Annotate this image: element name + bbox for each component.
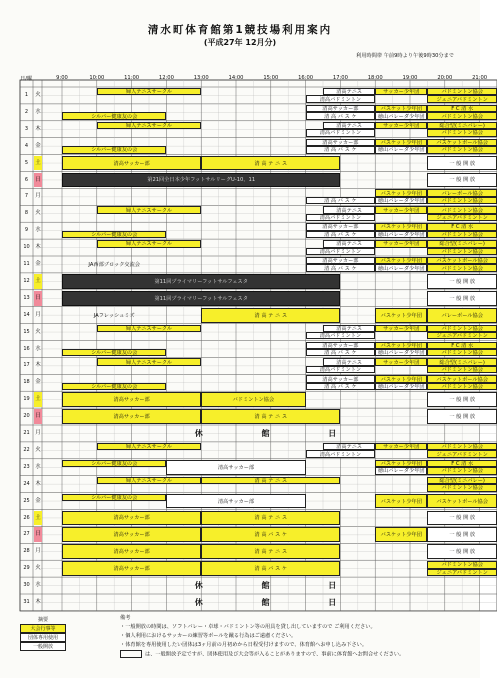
day-weekday: 水 — [35, 227, 41, 234]
legend-open: 一般開放 — [20, 642, 66, 651]
booking-silver: シルバー健康友の会 — [62, 231, 166, 238]
booking-badminton-assoc: バドミントン協会 — [427, 248, 497, 255]
day-weekday: 土 — [34, 511, 42, 526]
time-label: 18:00 — [367, 75, 383, 81]
booking-seiko-basket: 清 高 バ ス ケ — [306, 146, 376, 153]
day-weekday: 木 — [35, 362, 41, 369]
booking-basket-shonen: バスケット少年団 — [375, 257, 427, 264]
day-number: 3 — [24, 125, 29, 132]
booking-seiko-tennis-sp: 清 高 テ ニ ス — [201, 511, 340, 526]
day-weekday: 火 — [35, 210, 41, 217]
day-number: 12 — [23, 277, 30, 284]
day-weekday: 火 — [35, 446, 41, 453]
booking-seiko-soccer: 清高サッカー部 — [62, 527, 201, 542]
booking-badminton-assoc: バドミントン協会 — [427, 206, 497, 213]
note-line-3: ・体育館を専用使用したい団体は3ヶ月前の月初めから日程受付けますので、体育館へお申し込み下さい。 — [120, 642, 368, 648]
day-number: 29 — [23, 565, 30, 572]
booking-seiko-badminton: 清高バドミントン — [306, 450, 376, 457]
booking-seiko-soccer2: 清高サッカー部 — [306, 105, 376, 112]
day-number: 31 — [23, 599, 30, 605]
booking-badminton-assoc: バドミントン協会 — [427, 561, 497, 568]
day-weekday: 月 — [35, 430, 41, 436]
day-number: 5 — [24, 159, 29, 166]
booking-badminton-assoc: バドミントン協会 — [427, 88, 497, 95]
booking-seiko-soccer: 清高サッカー部 — [62, 544, 201, 559]
day-number: 10 — [23, 244, 30, 251]
booking-open: 一 般 開 放 — [427, 274, 497, 289]
day-weekday: 水 — [35, 582, 41, 589]
booking-basket-assoc: バスケットボール協会 — [427, 139, 497, 146]
booking-seiko-basket: 清 高 バ ス ケ — [201, 527, 340, 542]
booking-badminton-assoc: バドミントン協会 — [427, 231, 497, 238]
day-number: 2 — [24, 108, 29, 115]
day-number: 19 — [23, 396, 30, 403]
booking-tennis-circle: 婦人テニスサークル — [97, 443, 201, 450]
booking-seiko-soccer: 清高サッカー部 — [62, 561, 201, 576]
booking-badminton-assoc: バドミントン協会 — [427, 443, 497, 450]
booking-seiko-basket: 清 高 バ ス ケ — [306, 349, 376, 356]
booking-junior-badminton: ジュニアバドミントン — [427, 95, 497, 102]
day-weekday: 月 — [35, 311, 41, 318]
day-number: 24 — [23, 480, 30, 487]
day-number: 17 — [23, 362, 30, 369]
booking-junior-badminton: ジュニアバドミントン — [427, 332, 497, 339]
booking-seiko-soccer: 清高サッカー部 — [166, 460, 305, 475]
day-number: 30 — [23, 582, 30, 589]
booking-tennis-circle: 婦人テニスサークル — [97, 240, 201, 247]
legend-group: 団体専用使用 — [20, 633, 66, 642]
note-box — [120, 650, 142, 658]
time-label: 14:00 — [228, 75, 244, 81]
day-weekday: 日 — [34, 173, 42, 188]
booking-soccer-shonen: サッカー少年団 — [375, 240, 427, 247]
booking-badminton-assoc: バドミントン協会 — [427, 264, 497, 271]
booking-basket-shonen: バスケット少年団 — [375, 105, 427, 112]
booking-basket-assoc: バスケットボール協会 — [427, 375, 497, 382]
booking-volley-shonen: 徳山バレーダ少年団 — [375, 146, 427, 153]
legend-event: 大会行事等 — [20, 624, 66, 633]
day-weekday: 木 — [35, 599, 41, 605]
booking-soccer-shonen: サッカー少年団 — [375, 325, 427, 332]
booking-seiko-soccer2: 清高サッカー部 — [306, 223, 376, 230]
booking-seiko-soccer2: 清高サッカー部 — [306, 139, 376, 146]
time-label: 15:00 — [263, 75, 279, 81]
booking-sogo-volley: 総合型(ミニバレー) — [427, 477, 497, 484]
legend-title: 摘要 — [37, 617, 48, 623]
day-number: 14 — [23, 311, 30, 318]
day-number: 6 — [24, 176, 29, 183]
booking-basket-assoc: バスケットボール協会 — [427, 257, 497, 264]
day-weekday: 金 — [35, 497, 41, 504]
booking-sogo-volley: 総合型(ミニバレー) — [427, 122, 497, 129]
booking-basket-shonen: バスケット少年団 — [375, 460, 427, 467]
note-line-4: は、一般開放予定ですが、団体使用及び大会等が入ることがありますので、事前に体育館へお問合せください。 — [120, 650, 404, 660]
booking-tennis-circle: 婦人テニスサークル — [97, 477, 201, 484]
booking-badminton-assoc: バドミントン協会 — [427, 383, 497, 390]
booking-tennis-circle: 婦人テニスサークル — [97, 325, 201, 332]
booking-badminton-assoc: バドミントン協会 — [427, 349, 497, 356]
booking-basket-shonen: バスケット少年団 — [375, 139, 427, 146]
booking-junior-badminton: ジュニアバドミントン — [427, 214, 497, 221]
page-subtitle: (平成27年 12月分) — [203, 38, 277, 47]
booking-primary-futsal: 第11回プライマリーフットサルフェスタ — [62, 291, 340, 306]
booking-seiko-tennis: 清高テニス — [323, 122, 375, 129]
booking-tennis-circle: 婦人テニスサークル — [97, 122, 201, 129]
legend — [20, 615, 66, 651]
booking-seiko-tennis: 清高テニス — [323, 88, 375, 95]
time-label: 16:00 — [298, 75, 314, 81]
booking-seiko-badminton: 清高バドミントン — [306, 129, 376, 136]
booking-closed: 休 館 日 — [194, 581, 365, 591]
booking-seiko-tennis-sp: 清 高 テ ニ ス — [201, 544, 340, 559]
day-number: 8 — [24, 210, 29, 217]
booking-volley-shonen: 徳山バレーダ少年団 — [375, 197, 427, 204]
day-weekday: 日 — [34, 409, 42, 424]
day-weekday: 木 — [35, 244, 41, 251]
booking-seiko-tennis: 清高テニス — [323, 325, 375, 332]
booking-seiko-tennis: 清高テニス — [323, 240, 375, 247]
booking-soccer-shonen: サッカー少年団 — [375, 206, 427, 213]
day-weekday: 木 — [35, 125, 41, 132]
time-label: 20:00 — [437, 75, 453, 81]
booking-closed: 休 館 日 — [194, 597, 365, 607]
booking-open: 一 般 開 放 — [427, 544, 497, 559]
day-number: 7 — [24, 193, 29, 200]
booking-seiko-soccer2: 清高サッカー部 — [306, 375, 376, 382]
booking-volleyball-assoc: バレーボール協会 — [427, 308, 497, 323]
booking-open: 一 般 開 放 — [427, 409, 497, 424]
booking-seiko-tennis: 清高テニス — [323, 443, 375, 450]
booking-seiko-basket: 清 高 バ ス ケ — [201, 561, 340, 576]
booking-open: 一 般 開 放 — [427, 156, 497, 171]
time-label: 12:00 — [158, 75, 174, 81]
booking-seiko-soccer: 清高サッカー部 — [62, 511, 201, 526]
day-weekday: 月 — [35, 548, 41, 555]
booking-volley-shonen: 徳山バレーダ少年団 — [375, 264, 427, 271]
day-number: 1 — [24, 92, 29, 98]
booking-seiko-soccer: 清高サッカー部 — [62, 156, 201, 171]
booking-basket-shonen: バスケット少年団 — [375, 223, 427, 230]
day-weekday: 日 — [34, 527, 42, 542]
booking-basket-shonen: バスケット少年団 — [375, 308, 427, 323]
day-weekday: 火 — [35, 92, 41, 98]
booking-primary-futsal: 第11回プライマリーフットサルフェスタ — [62, 274, 340, 289]
day-weekday: 火 — [35, 328, 41, 335]
booking-junior-badminton: ジュニアバドミントン — [427, 569, 497, 576]
day-number: 28 — [23, 548, 30, 555]
booking-seiko-soccer: 清高サッカー部 — [62, 392, 201, 407]
booking-badminton-assoc: バドミントン協会 — [427, 197, 497, 204]
day-weekday: 土 — [34, 156, 42, 171]
booking-volley-shonen: 徳山バレーダ少年団 — [375, 112, 427, 119]
booking-ja-west: JA西部ブロック交流会 — [88, 261, 140, 268]
booking-sogo-volley: 総合型(ミニバレー) — [427, 358, 497, 365]
day-weekday: 水 — [35, 108, 41, 115]
booking-soccer-shonen: サッカー少年団 — [375, 443, 427, 450]
booking-soccer-shonen: サッカー少年団 — [375, 122, 427, 129]
day-number: 18 — [23, 379, 30, 386]
time-label: 19:00 — [402, 75, 418, 81]
booking-seiko-basket: 清 高 バ ス ケ — [306, 383, 376, 390]
booking-soccer-shonen: サッカー少年団 — [375, 88, 427, 95]
booking-silver: シルバー健康友の会 — [62, 383, 166, 390]
day-number: 21 — [23, 430, 30, 436]
booking-open: 一 般 開 放 — [427, 511, 497, 526]
day-weekday: 水 — [35, 345, 41, 352]
booking-seiko-badminton: 清高バドミントン — [306, 248, 376, 255]
note-line-1: ・一般開放の時間は、ソフトバレー・卓球・バドミントン等の用具を貸し出していますので ご利用ください。 — [120, 624, 376, 630]
time-label: 9:00 — [56, 75, 68, 81]
booking-junior-badminton: ジュニアバドミントン — [427, 450, 497, 457]
day-weekday: 土 — [34, 274, 42, 289]
day-number: 22 — [23, 446, 30, 453]
day-number: 27 — [23, 531, 30, 538]
booking-silver: シルバー健康友の会 — [62, 112, 166, 119]
booking-open: 一 般 開 放 — [427, 527, 497, 542]
booking-open: 一 般 開 放 — [427, 173, 497, 188]
page-title: 清水町体育館第1競技場利用案内 — [147, 24, 333, 36]
booking-volley-shonen: 徳山バレーダ少年団 — [375, 467, 427, 474]
day-weekday: 金 — [35, 379, 41, 386]
booking-seiko-badminton: 清高バドミントン — [306, 366, 376, 373]
day-number: 11 — [23, 261, 30, 267]
booking-basket-assoc: バスケットボール協会 — [427, 494, 497, 509]
day-number: 4 — [24, 142, 29, 149]
booking-seiko-soccer2: 清高サッカー部 — [306, 342, 376, 349]
booking-seiko-tennis: 清高テニス — [323, 358, 375, 365]
hours-note: 利用時間帯 午前9時より午後9時30分まで — [356, 53, 454, 59]
day-weekday: 月 — [35, 193, 41, 200]
time-label: 11:00 — [124, 75, 140, 81]
booking-basket-shonen: バスケット少年団 — [375, 527, 427, 542]
booking-fc-shimizu: F C 清 水 — [427, 342, 497, 349]
booking-tennis-circle: 婦人テニスサークル — [97, 206, 201, 213]
date-column-header: 日/曜 — [20, 76, 33, 82]
day-weekday: 土 — [34, 392, 42, 407]
day-number: 23 — [23, 463, 30, 470]
notes — [120, 614, 404, 660]
day-weekday: 火 — [35, 565, 41, 572]
day-number: 25 — [23, 497, 30, 504]
booking-volley-shonen: 徳山バレーダ少年団 — [375, 231, 427, 238]
day-number: 15 — [23, 328, 30, 335]
day-number: 20 — [23, 413, 30, 420]
time-label: 13:00 — [193, 75, 209, 81]
booking-fc-shimizu: F C 清 水 — [427, 105, 497, 112]
booking-seiko-soccer: 清高サッカー部 — [62, 409, 201, 424]
booking-badminton-assoc: バドミントン協会 — [427, 467, 497, 474]
booking-badminton-assoc: バドミントン協会 — [427, 112, 497, 119]
booking-badminton-assoc: バドミントン協会 — [427, 146, 497, 153]
booking-volley-shonen: 徳山バレーダ少年団 — [375, 349, 427, 356]
booking-silver: シルバー健康友の会 — [62, 349, 166, 356]
booking-open: 一 般 開 放 — [427, 291, 497, 306]
booking-ja-fresh: JAフレッシュミズ — [93, 312, 135, 319]
booking-tennis-circle: 婦人テニスサークル — [97, 358, 201, 365]
booking-seiko-tennis-sp: 清 高 テ ニ ス — [201, 308, 340, 323]
booking-seiko-tennis-sp: 清 高 テ ニ ス — [201, 409, 340, 424]
note-line-2: ・個人利用におけるサッカーの練習等ボールを蹴る行為はご遠慮ください。 — [120, 633, 297, 639]
time-label: 10:00 — [89, 75, 105, 81]
booking-seiko-badminton: 清高バドミントン — [306, 95, 376, 102]
booking-seiko-basket: 清 高 バ ス ケ — [306, 197, 376, 204]
booking-badminton-assoc: バドミントン協会 — [427, 129, 497, 136]
booking-open: 一 般 開 放 — [427, 392, 497, 407]
booking-badminton-assoc: バドミントン協会 — [427, 325, 497, 332]
booking-volley-shonen: 徳山バレーダ少年団 — [375, 383, 427, 390]
booking-soccer-shonen: サッカー少年団 — [375, 358, 427, 365]
booking-basket-shonen: バスケット少年団 — [375, 342, 427, 349]
day-weekday: 木 — [35, 480, 41, 487]
booking-badminton-assoc: バドミントン協会 — [427, 366, 497, 373]
booking-badminton-assoc: バドミントン協会 — [201, 392, 305, 407]
booking-volleyball-assoc: バレーボール協会 — [427, 189, 497, 196]
booking-seiko-soccer2: 清高サッカー部 — [306, 257, 376, 264]
booking-silver: シルバー健康友の会 — [62, 494, 166, 501]
booking-basket-shonen: バスケット少年団 — [375, 494, 427, 509]
booking-silver: シルバー健康友の会 — [62, 460, 166, 467]
day-number: 16 — [23, 345, 30, 352]
booking-fc-shimizu: F C 清 水 — [427, 460, 497, 467]
booking-sogo-volley: 総合型(ミニバレー) — [427, 240, 497, 247]
booking-futsal-u10: 第21回全日本少年フットサルリーグU-10、11 — [62, 173, 340, 188]
day-weekday: 水 — [35, 463, 41, 470]
booking-seiko-tennis-sp: 清 高 テ ニ ス — [201, 156, 340, 171]
booking-basket-shonen: バスケット少年団 — [375, 375, 427, 382]
booking-seiko-tennis: 清高テニス — [323, 206, 375, 213]
day-number: 13 — [23, 294, 30, 301]
time-label: 21:00 — [472, 75, 488, 81]
booking-seiko-basket: 清 高 バ ス ケ — [306, 264, 376, 271]
booking-fc-shimizu: F C 清 水 — [427, 223, 497, 230]
booking-seiko-badminton: 清高バドミントン — [306, 214, 376, 221]
time-label: 17:00 — [332, 75, 348, 81]
booking-seiko-basket: 清 高 バ ス ケ — [306, 231, 376, 238]
booking-seiko-tennis-sp: 清 高 テ ニ ス — [201, 477, 340, 484]
booking-seiko-soccer: 清高サッカー部 — [166, 494, 305, 509]
booking-tennis-circle: 婦人テニスサークル — [97, 88, 201, 95]
booking-closed: 休 館 日 — [194, 428, 365, 438]
day-number: 9 — [24, 227, 29, 234]
booking-seiko-basket: 清 高 バ ス ケ — [306, 112, 376, 119]
booking-badminton-assoc: バドミントン協会 — [427, 484, 497, 491]
day-weekday: 金 — [35, 261, 41, 267]
booking-basket-shonen: バスケット少年団 — [375, 189, 427, 196]
booking-silver: シルバー健康友の会 — [62, 146, 166, 153]
notes-title: 備考 — [120, 615, 131, 621]
day-weekday: 日 — [34, 291, 42, 306]
day-number: 26 — [23, 514, 30, 521]
day-weekday: 金 — [35, 142, 41, 149]
booking-seiko-badminton: 清高バドミントン — [306, 332, 376, 339]
